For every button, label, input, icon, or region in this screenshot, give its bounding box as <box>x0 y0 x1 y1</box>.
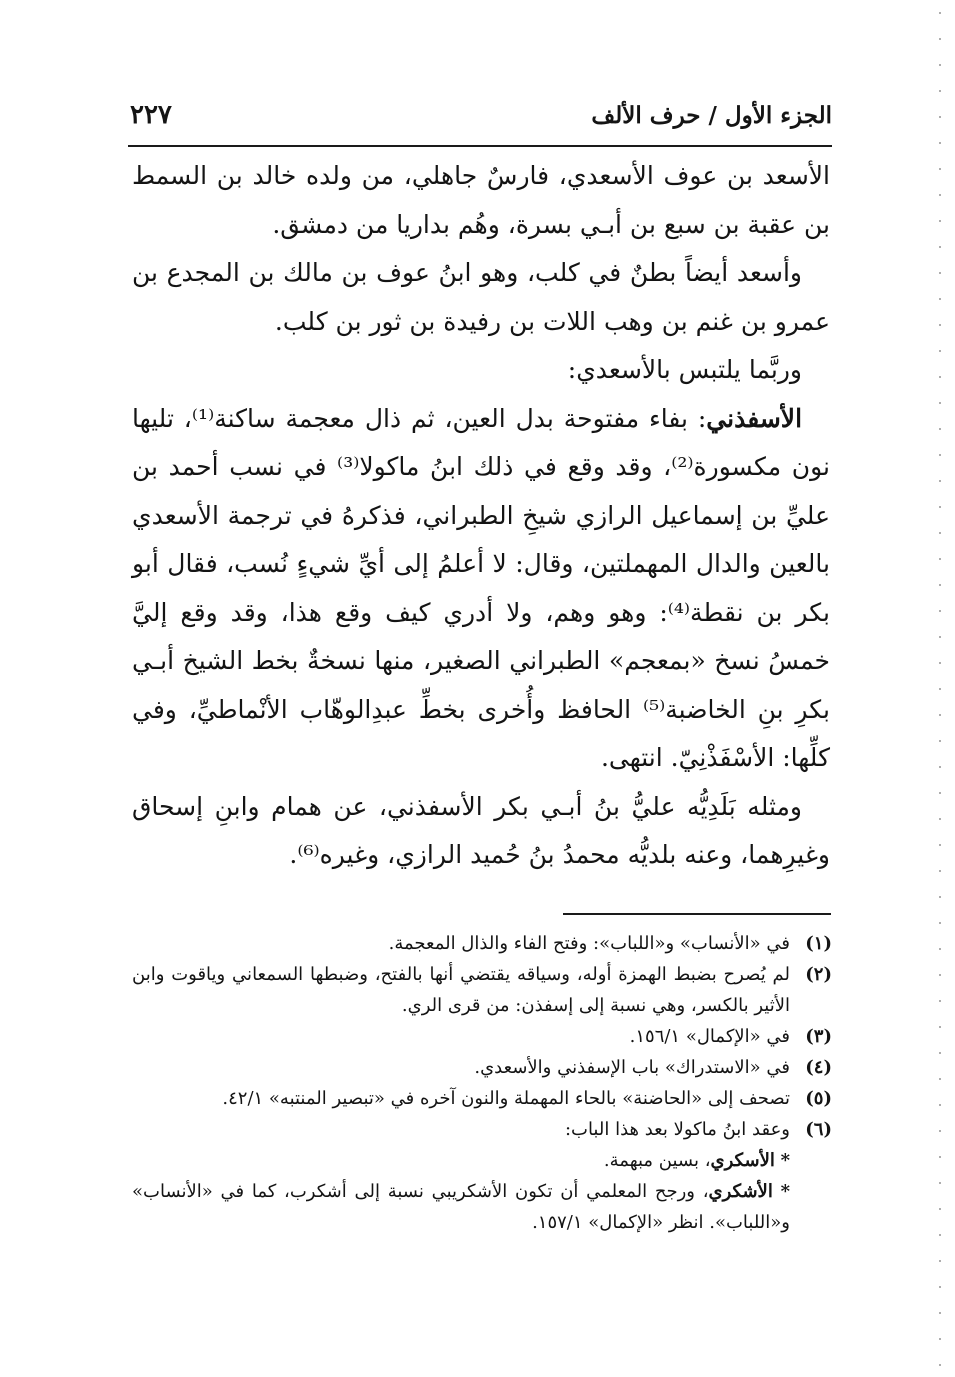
scan-edge-dots <box>939 0 941 1377</box>
entry-body: : بفاء مفتوحة بدل العين، ثم ذال معجمة ساكنة⁽¹⁾، تليها نون مكسورة⁽²⁾، وقد وقع في ذلك ابنُ ماكولا⁽³⁾ في نسب أحمد بن عليِّ بن إسماعيل الرازي شيخِ الطبراني، فذكرهُ في ترجمة الأسعدي بالعين والدال المهملتين، وقال: لا أعلمُ إلى أيِّ شيءٍ نُسب، فقال أبو بكر بن نقطة⁽⁴⁾: وهو وهم، ولا أدري كيف وقع هذا، وقد وقع إليَّ خمسُ نسخ «بمعجم» الطبراني الصغير، منها نسخةٌ بخط الشيخ أبـي بكرِ بنِ الخاضبة⁽⁵⁾ الحافظ وأُخرى بخطِّ عبدِالوهّاب الأنْماطيِّ، وفي كلِّها: الأسْفَذْنِيّ. انتهى. <box>132 403 830 772</box>
paragraph-asad-kalb: وأسعد أيضاً بطنٌ في كلب، وهو ابنُ عوف بن مالك بن المجدع بن عمرو بن غنم بن وهب اللات بن رفيدة بن ثور بن كلب. <box>132 258 830 336</box>
footnote-number: (٦) <box>805 1119 832 1140</box>
footnote <box>132 959 832 1021</box>
page-header <box>128 98 832 140</box>
subitem-text: ، بسين مبهمة. <box>603 1150 711 1171</box>
running-title: الجزء الأول / حرف الألف <box>591 102 832 129</box>
footnote-text: في «الاستدراك» باب الإسفذني والأسعدي. <box>474 1057 790 1078</box>
subitem-text: ، ورجح المعلمي أن تكون الأشكريبي نسبة إلى أشكرب، كما في «الأنساب» و«اللباب». انظر «الإكمال» ١٥٧/١. <box>132 1181 790 1233</box>
entry-asfadhni <box>132 395 830 783</box>
footnote-text: وعقد ابنُ ماكولا بعد هذا الباب: <box>564 1119 790 1140</box>
footnote-number: (٥) <box>805 1088 832 1109</box>
footnote <box>132 1114 832 1145</box>
footnote-subitem <box>132 1176 832 1238</box>
footnotes <box>132 928 832 1238</box>
footnote-number: (٤) <box>805 1057 832 1078</box>
footnote-text: لم يُصرح بضبط الهمزة أوله، وسياقه يقتضي أنها بالفتح، وضبطها السمعاني وياقوت وابن الأثير بالكسر، وهي نسبة إلى إسفذن: من قرى الري. <box>132 964 790 1016</box>
entry-headword: الأسفذني <box>706 403 803 433</box>
footnote <box>132 1083 832 1114</box>
page-number: ٢٢٧ <box>130 100 172 130</box>
paragraph-baladiyyuh: ومثله بَلَدِيُّه عليُّ بنُ أبـي بكر الأسفذني، عن همام وابنِ إسحاق وغيرِهما، وعنه بلديُّه محمدُ بنُ حُميد الرازي، وغيره⁽⁶⁾. <box>132 791 830 869</box>
bullet-star: * <box>780 1181 790 1202</box>
footnote-text: في «الأنساب» و«اللباب»: وفتح الفاء والذال المعجمة. <box>388 933 790 954</box>
paragraph-asad-ibn-awf: الأسعد بن عوف الأسعدي، فارسٌ جاهلي، من ولده خالد بن السمط بن عقبة بن سبع بن أبـي بسرة، وهُم بداريا من دمشق. <box>132 161 830 239</box>
footnote-number: (٢) <box>805 964 832 985</box>
footnote-text: تصحف إلى «الحاضنة» بالحاء المهملة والنون آخره في «تبصير المنتبه» ٤٢/١. <box>222 1088 790 1109</box>
paragraph-confusion-note: وربَّما يلتبس بالأسعدي: <box>567 355 802 384</box>
header-rule <box>128 145 832 147</box>
bullet-star: * <box>780 1150 790 1171</box>
footnote <box>132 928 832 959</box>
main-text <box>132 152 830 880</box>
footnote-subitem <box>132 1145 832 1176</box>
footnote-number: (٣) <box>805 1026 832 1047</box>
footnote-text: في «الإكمال» ١٥٦/١. <box>629 1026 790 1047</box>
subitem-term: الأسكري <box>710 1150 775 1171</box>
footnote <box>132 1052 832 1083</box>
footnote-number: (١) <box>805 933 832 954</box>
footnote-separator <box>563 913 831 915</box>
footnote <box>132 1021 832 1052</box>
subitem-term: الأشكري <box>708 1181 773 1202</box>
